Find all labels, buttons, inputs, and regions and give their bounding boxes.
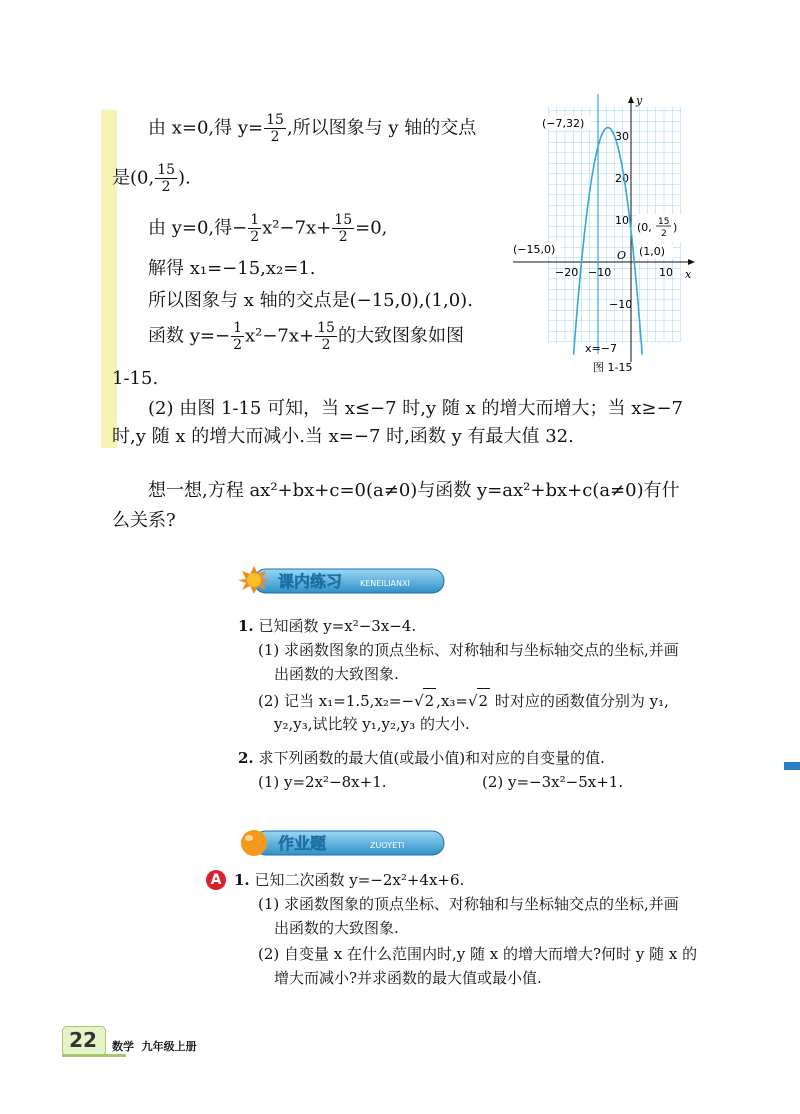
homework-q1: 1. 已知二次函数 y=−2x²+4x+6. [234, 871, 465, 889]
solution-line-1: 由 x=0,得 y= $\frac{15}{2}$ ,所以图象与 y 轴的交点 [148, 112, 477, 145]
y-tick-label: 20 [615, 172, 629, 185]
practice-q1-2a: (2) 记当 x₁=1.5,x₂=−√2 ,x₃=√2 时对应的函数值分别为 y₁, [258, 688, 669, 713]
think-line-2: 么关系? [112, 510, 176, 531]
y-tick-label: 30 [615, 130, 629, 143]
homework-q1-2a: (2) 自变量 x 在什么范围内时,y 随 x 的增大而增大?何时 y 随 x 的 [258, 945, 698, 963]
side-tab [784, 762, 800, 770]
fruit-highlight [245, 835, 253, 841]
x-axis-arrow [688, 259, 695, 265]
y-axis-arrow [628, 96, 634, 103]
y-intercept-label-a: (0, [637, 221, 652, 234]
solution-line-7: 1-15. [112, 368, 159, 389]
y-tick-label: 10 [615, 214, 629, 227]
homework-q1-1b: 出函数的大致图象. [274, 919, 399, 937]
root2-label: (1,0) [639, 245, 666, 258]
y-intercept-num: 15 [658, 217, 670, 227]
page-number: 22 [69, 1028, 97, 1052]
homework-q1-2b: 增大而减小?并求函数的最大值或最小值. [274, 969, 542, 987]
root1-label: (−15,0) [513, 243, 556, 256]
footer-rule [62, 1054, 126, 1057]
vertex-label: (−7,32) [542, 117, 585, 130]
homework-banner [238, 826, 448, 858]
homework-q1-1a: (1) 求函数图象的顶点坐标、对称轴和与坐标轴交点的坐标,并画 [258, 895, 679, 913]
practice-q2-1: (1) y=2x²−8x+1. [258, 773, 387, 791]
y-intercept-den: 2 [661, 229, 667, 239]
practice-q1-1a: (1) 求函数图象的顶点坐标、对称轴和与坐标轴交点的坐标,并画 [258, 641, 679, 659]
solution-line-3: 由 y=0,得− $\frac{1}{2}$ x²−7x+ $\frac{15}{2}$ =0, [148, 212, 388, 245]
practice-q1-1b: 出函数的大致图象. [274, 665, 399, 683]
x-tick-label: 10 [659, 266, 673, 279]
practice-banner-sub: KENEILIANXI [360, 579, 410, 588]
solution-line-6: 函数 y=− $\frac{1}{2}$ x²−7x+ $\frac{15}{2}$ 的大致图象如图 [148, 320, 464, 353]
x-tick-label: −20 [555, 266, 579, 279]
homework-banner-sub: ZUOYETI [370, 841, 405, 850]
y-axis-label: y [636, 94, 643, 107]
solution-line-9: 时,y 随 x 的增大而减小.当 x=−7 时,函数 y 有最大值 32. [112, 426, 574, 447]
sun-core [247, 573, 261, 587]
practice-q2-2: (2) y=−3x²−5x+1. [482, 773, 624, 791]
solution-line-8: (2) 由图 1-15 可知，当 x≤−7 时,y 随 x 的增大而增大；当 x≥−7 [148, 398, 684, 419]
homework-banner-title: 作业题 [278, 834, 327, 853]
practice-q2: 2. 求下列函数的最大值(或最小值)和对应的自变量的值. [238, 749, 605, 767]
practice-q1: 1. 已知函数 y=x²−3x−4. [238, 617, 417, 635]
y-tick-label: −10 [609, 298, 633, 311]
solution-line-5: 所以图象与 x 轴的交点是(−15,0),(1,0). [148, 290, 473, 311]
level-a-badge: A [206, 870, 226, 890]
practice-q1-2b: y₂,y₃,试比较 y₁,y₂,y₃ 的大小. [274, 715, 470, 733]
origin-label: O [617, 249, 627, 262]
solution-line-4: 解得 x₁=−15,x₂=1. [148, 258, 316, 279]
y-intercept-label-c: ) [673, 221, 678, 234]
practice-banner [238, 564, 448, 596]
highlight-bar [101, 110, 117, 448]
figure-1-15 [505, 92, 700, 382]
think-line-1: 想一想,方程 ax²+bx+c=0(a≠0)与函数 y=ax²+bx+c(a≠0)有什 [148, 480, 680, 501]
fruit-icon [241, 830, 267, 856]
x-tick-label: −10 [588, 266, 612, 279]
figure-caption: 图 1-15 [593, 361, 633, 374]
book-title: 数学 九年级上册 [112, 1040, 197, 1053]
practice-banner-title: 课内练习 [278, 572, 343, 591]
symmetry-axis-label: x=−7 [585, 342, 617, 355]
solution-line-2: 是(0, $\frac{15}{2}$ ). [112, 162, 191, 195]
x-axis-label: x [685, 268, 692, 281]
